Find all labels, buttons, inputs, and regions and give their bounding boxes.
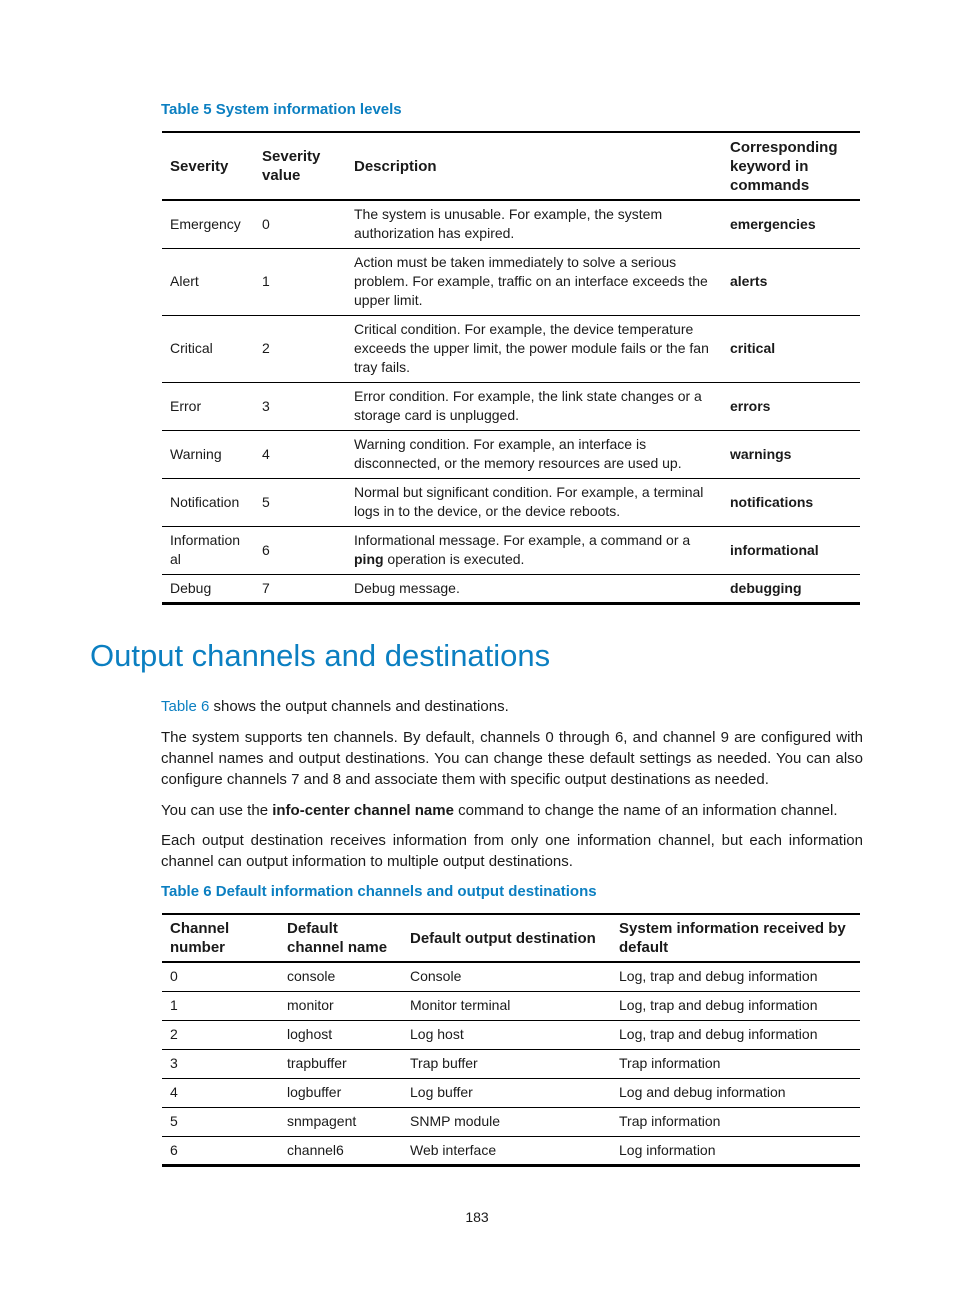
- description-cell: Critical condition. For example, the device temperature exceeds the upper limit, the power module fails or the fan tray fails.: [346, 315, 722, 382]
- header-channel-name: Default channel name: [279, 914, 402, 962]
- header-output-destination: Default output destination: [402, 914, 611, 962]
- destination-cell: Web interface: [402, 1136, 611, 1165]
- severity-cell: Alert: [162, 248, 254, 315]
- value-cell: 0: [262, 215, 270, 232]
- table6-link[interactable]: Table 6: [161, 698, 210, 715]
- value-cell: 6: [254, 526, 346, 574]
- keyword-cell: alerts: [722, 248, 860, 315]
- header-description: Description: [346, 132, 722, 200]
- table6-caption: Table 6 Default information channels and output destinations: [161, 883, 597, 900]
- channel-number-cell: 3: [162, 1049, 279, 1078]
- table-row: [162, 430, 860, 478]
- value-cell: 2: [254, 315, 346, 382]
- description-cell: Warning condition. For example, an interface is disconnected, or the memory resources are used up.: [346, 430, 722, 478]
- description-cell: Debug message.: [346, 574, 722, 603]
- info-cell: Log, trap and debug information: [611, 1020, 860, 1049]
- severity-cell: Information al: [162, 526, 254, 574]
- table-row: [162, 200, 860, 248]
- description-cell: Error condition. For example, the link state changes or a storage card is unplugged.: [346, 382, 722, 430]
- table5-caption: Table 5 System information levels: [161, 101, 402, 118]
- severity-cell: Debug: [162, 574, 254, 603]
- channel-number-cell: 6: [162, 1136, 279, 1165]
- channel-number-cell: 1: [162, 991, 279, 1020]
- keyword-cell: debugging: [722, 574, 860, 603]
- channel-number-cell: 2: [162, 1020, 279, 1049]
- table-row: [162, 1136, 860, 1165]
- keyword-cell: warnings: [722, 430, 860, 478]
- keyword-cell: notifications: [722, 478, 860, 526]
- channel-number-cell: 4: [162, 1078, 279, 1107]
- description-cell: The system is unusable. For example, the system authorization has expired.: [354, 206, 663, 242]
- severity-cell: Critical: [162, 315, 254, 382]
- channel-name-cell: loghost: [279, 1020, 402, 1049]
- keyword-cell: critical: [722, 315, 860, 382]
- info-cell: Log, trap and debug information: [611, 991, 860, 1020]
- destination-cell: Console: [410, 968, 462, 985]
- keyword-cell: informational: [722, 526, 860, 574]
- table-row: [162, 962, 860, 991]
- info-cell: Trap information: [611, 1049, 860, 1078]
- table-row: [162, 382, 860, 430]
- description-cell: [346, 526, 722, 574]
- table-row: [162, 248, 860, 315]
- keyword-cell: errors: [722, 382, 860, 430]
- header-channel-number: Channel number: [162, 914, 279, 962]
- table-row: [162, 526, 860, 574]
- page-number: 183: [465, 1209, 489, 1225]
- table-row: [162, 1049, 860, 1078]
- channel-name-cell: monitor: [279, 991, 402, 1020]
- table-row: [162, 574, 860, 603]
- severity-cell: Notification: [162, 478, 254, 526]
- paragraph-text: You can use the: [161, 802, 273, 819]
- severity-cell: Emergency: [170, 215, 241, 232]
- destination-cell: Log buffer: [402, 1078, 611, 1107]
- header-system-information: System information received by default: [611, 914, 860, 962]
- value-cell: 3: [254, 382, 346, 430]
- channel-name-cell: snmpagent: [279, 1107, 402, 1136]
- destination-cell: Monitor terminal: [402, 991, 611, 1020]
- description-cell: Action must be taken immediately to solve a serious problem. For example, traffic on an interface exceeds the upper limit.: [346, 248, 722, 315]
- info-cell: Log, trap and debug information: [619, 968, 818, 985]
- channel-name-cell: trapbuffer: [279, 1049, 402, 1078]
- value-cell: 5: [254, 478, 346, 526]
- channel-name-cell: channel6: [279, 1136, 402, 1165]
- channel-number-cell: 0: [170, 968, 178, 985]
- destination-cell: SNMP module: [402, 1107, 611, 1136]
- ping-command: ping: [354, 551, 384, 567]
- keyword-cell: emergencies: [730, 215, 816, 232]
- value-cell: 4: [254, 430, 346, 478]
- command-name: info-center channel name: [272, 802, 454, 819]
- paragraph-channels: The system supports ten channels. By default, channels 0 through 6, and channel 9 are configured with channel names and output destinations. You can change these default settings as needed. You can also configure channels 7 and 8 and associate them with specific output destinations as needed.: [161, 729, 863, 788]
- severity-cell: Error: [162, 382, 254, 430]
- paragraph-command: [161, 800, 863, 821]
- table-row: [162, 991, 860, 1020]
- value-cell: 7: [254, 574, 346, 603]
- header-severity-value: Severity value: [254, 132, 346, 200]
- channel-number-cell: 5: [162, 1107, 279, 1136]
- paragraph-destinations: Each output destination receives information from only one information channel, but each information channel can output information to multiple output destinations.: [161, 832, 863, 870]
- description-text: Informational message. For example, a command or a: [354, 532, 691, 548]
- severity-cell: Warning: [162, 430, 254, 478]
- paragraph-text: shows the output channels and destinations.: [209, 698, 509, 715]
- table-row: [162, 478, 860, 526]
- output-channels-table: [162, 913, 860, 1167]
- channel-name-cell: logbuffer: [279, 1078, 402, 1107]
- description-cell: Normal but significant condition. For example, a terminal logs in to the device, or the device reboots.: [346, 478, 722, 526]
- info-cell: Log information: [611, 1136, 860, 1165]
- table-header-row: [162, 914, 860, 962]
- info-cell: Trap information: [611, 1107, 860, 1136]
- table-row: [162, 315, 860, 382]
- table-row: [162, 1107, 860, 1136]
- value-cell: 1: [254, 248, 346, 315]
- destination-cell: Trap buffer: [402, 1049, 611, 1078]
- info-cell: Log and debug information: [611, 1078, 860, 1107]
- destination-cell: Log host: [402, 1020, 611, 1049]
- paragraph-text: command to change the name of an information channel.: [453, 802, 838, 819]
- paragraph-intro: [161, 696, 863, 717]
- header-severity: Severity: [162, 132, 254, 200]
- section-heading: Output channels and destinations: [90, 638, 551, 673]
- table-row: [162, 1078, 860, 1107]
- table-row: [162, 1020, 860, 1049]
- description-text: operation is executed.: [383, 551, 525, 567]
- channel-name-cell: console: [287, 968, 336, 985]
- table-header-row: [162, 132, 860, 200]
- header-keyword: Corresponding keyword in commands: [722, 132, 860, 200]
- severity-levels-table: [162, 131, 860, 605]
